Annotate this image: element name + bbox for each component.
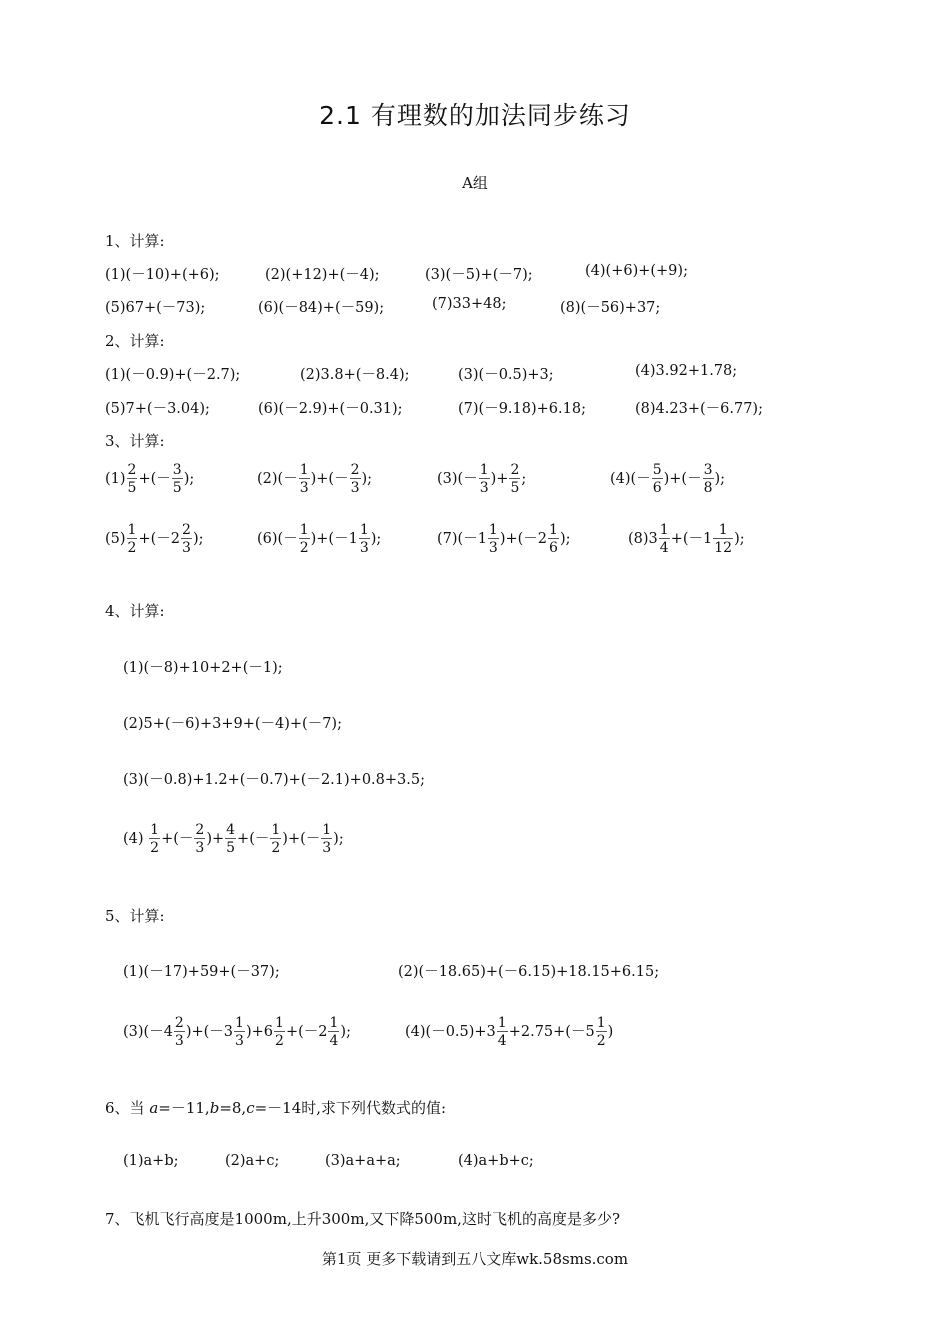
fraction: $\frac{2}{5}$	[127, 462, 137, 496]
fraction: $\frac{3}{5}$	[172, 462, 182, 496]
page-title: 2.1 有理数的加法同步练习	[319, 101, 631, 130]
q1-item-1: (1)(－10)+(+6);	[105, 267, 220, 283]
q4-label: 4、计算:	[105, 602, 165, 620]
q2-item-8: (8)4.23+(－6.77);	[635, 401, 763, 417]
fraction: $\frac{1}{4}$	[659, 522, 669, 556]
q1-item-3: (3)(－5)+(－7);	[425, 267, 533, 283]
q3-item-8: (8)3 $\frac{1}{4}$ +(－1 $\frac{1}{12}$ );	[628, 522, 745, 556]
q5-item-4: (4)(－0.5)+3 $\frac{1}{4}$ +2.75+(－5 $\frac{1}{2}$ )	[405, 1015, 614, 1049]
q2-item-1: (1)(－0.9)+(－2.7);	[105, 367, 241, 383]
q2-item-7: (7)(－9.18)+6.18;	[458, 401, 586, 417]
fraction: $\frac{2}{3}$	[182, 522, 191, 556]
q6-label: 6、当 a=－11,b=8,c=－14时,求下列代数式的值:	[105, 1099, 447, 1117]
q6-item-3: (3)a+a+a;	[325, 1153, 401, 1169]
fraction: $\frac{1}{2}$	[127, 522, 137, 556]
fraction: $\frac{3}{8}$	[703, 462, 713, 496]
q3-item-5: (5) $\frac{1}{2}$ +(－2 $\frac{2}{3}$ );	[105, 522, 204, 556]
q1-item-5: (5)67+(－73);	[105, 300, 206, 316]
q4-item-3: (3)(－0.8)+1.2+(－0.7)+(－2.1)+0.8+3.5;	[123, 772, 425, 788]
fraction: $\frac{1}{2}$	[150, 822, 160, 856]
fraction: $\frac{1}{2}$	[275, 1015, 284, 1049]
q1-label: 1、计算:	[105, 232, 165, 250]
fraction: $\frac{1}{3}$	[322, 822, 332, 856]
q6-item-4: (4)a+b+c;	[458, 1153, 534, 1169]
q3-label: 3、计算:	[105, 432, 165, 450]
q5-item-2: (2)(－18.65)+(－6.15)+18.15+6.15;	[398, 964, 660, 980]
q7-label: 7、飞机飞行高度是1000m,上升300m,又下降500m,这时飞机的高度是多少?	[105, 1210, 620, 1228]
q1-item-7: (7)33+48;	[432, 296, 507, 312]
q5-item-1: (1)(－17)+59+(－37);	[123, 964, 280, 980]
q2-label: 2、计算:	[105, 332, 165, 350]
q2-item-2: (2)3.8+(－8.4);	[300, 367, 410, 383]
q2-item-6: (6)(－2.9)+(－0.31);	[258, 401, 403, 417]
fraction: $\frac{1}{3}$	[359, 522, 369, 556]
q1-item-2: (2)(+12)+(－4);	[265, 267, 380, 283]
fraction: $\frac{1}{2}$	[271, 822, 281, 856]
q1-item-4: (4)(+6)+(+9);	[585, 263, 688, 279]
q3-item-6: (6)(－ $\frac{1}{2}$ )+(－1 $\frac{1}{3}$ );	[257, 522, 382, 556]
fraction: $\frac{5}{6}$	[652, 462, 662, 496]
q3-item-1: (1) $\frac{2}{5}$ +(－ $\frac{3}{5}$ );	[105, 462, 195, 496]
fraction: $\frac{2}{3}$	[174, 1015, 184, 1049]
q3-item-3: (3)(－ $\frac{1}{3}$ )+ $\frac{2}{5}$ ;	[437, 462, 527, 496]
q2-item-3: (3)(－0.5)+3;	[458, 367, 554, 383]
fraction: $\frac{1}{4}$	[497, 1015, 507, 1049]
fraction: $\frac{1}{2}$	[299, 522, 309, 556]
q3-item-2: (2)(－ $\frac{1}{3}$ )+(－ $\frac{2}{3}$ );	[257, 462, 373, 496]
q5-item-3: (3)(－4 $\frac{2}{3}$ )+(－3 $\frac{1}{3}$ )+6 $\frac{1}{2}$ +(－2 $\frac{1}{4}$ );	[123, 1015, 351, 1049]
fraction: $\frac{1}{3}$	[299, 462, 309, 496]
q2-item-5: (5)7+(－3.04);	[105, 401, 210, 417]
q5-label: 5、计算:	[105, 907, 165, 925]
fraction: $\frac{2}{3}$	[195, 822, 205, 856]
fraction: $\frac{1}{3}$	[488, 522, 498, 556]
q1-item-6: (6)(－84)+(－59);	[258, 300, 385, 316]
q4-item-4: (4) $\frac{1}{2}$ +(－ $\frac{2}{3}$ )+ $\frac{4}{5}$ +(－ $\frac{1}{2}$ )+(－ $\frac{1}{3}$ );	[123, 822, 344, 856]
q3-item-4: (4)(－ $\frac{5}{6}$ )+(－ $\frac{3}{8}$ );	[610, 462, 726, 496]
q6-item-1: (1)a+b;	[123, 1153, 179, 1169]
fraction: $\frac{1}{3}$	[235, 1015, 244, 1049]
fraction: $\frac{2}{3}$	[350, 462, 360, 496]
group-label: A组	[462, 174, 488, 192]
fraction: $\frac{4}{5}$	[226, 822, 236, 856]
fraction: $\frac{2}{5}$	[510, 462, 520, 496]
q2-item-4: (4)3.92+1.78;	[635, 363, 738, 379]
q1-item-8: (8)(－56)+37;	[560, 300, 661, 316]
fraction: $\frac{1}{6}$	[549, 522, 558, 556]
fraction: $\frac{1}{12}$	[714, 522, 733, 556]
fraction: $\frac{1}{2}$	[596, 1015, 606, 1049]
q6-item-2: (2)a+c;	[225, 1153, 280, 1169]
page-footer: 第1页 更多下载请到五八文库wk.58sms.com	[321, 1250, 629, 1268]
fraction: $\frac{1}{4}$	[329, 1015, 339, 1049]
q3-item-7: (7)(－1 $\frac{1}{3}$ )+(－2 $\frac{1}{6}$ );	[437, 522, 571, 556]
q4-item-1: (1)(－8)+10+2+(－1);	[123, 660, 283, 676]
fraction: $\frac{1}{3}$	[479, 462, 489, 496]
q4-item-2: (2)5+(－6)+3+9+(－4)+(－7);	[123, 716, 342, 732]
